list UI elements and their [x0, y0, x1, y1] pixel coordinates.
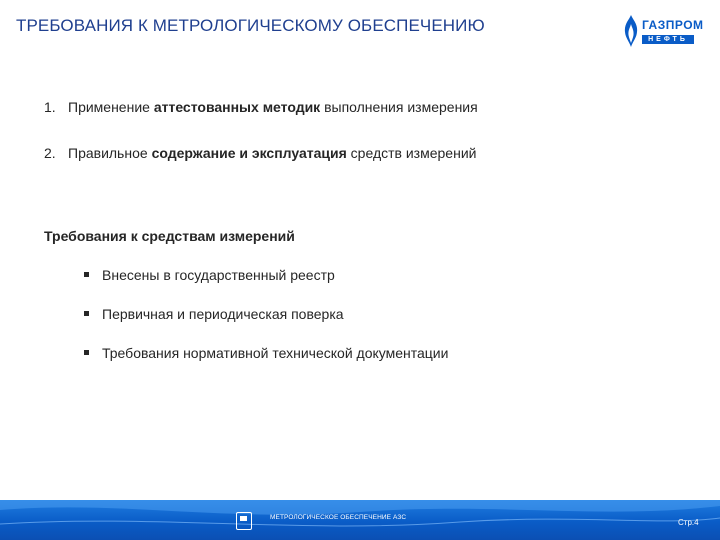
item-number: 1.	[44, 99, 56, 115]
footer-title: МЕТРОЛОГИЧЕСКОЕ ОБЕСПЕЧЕНИЕ АЗС	[270, 514, 407, 521]
requirements-heading: Требования к средствам измерений	[44, 228, 295, 244]
logo-wordmark: ГАЗПРОМ	[642, 18, 704, 32]
item-text: средств измерений	[346, 145, 477, 161]
bullet-icon	[84, 350, 89, 355]
item-text: Первичная и периодическая поверка	[102, 306, 344, 322]
item-number: 2.	[44, 145, 56, 161]
list-item	[84, 266, 448, 284]
bullet-icon	[84, 272, 89, 277]
item-text: выполнения измерения	[320, 99, 478, 115]
list-item	[44, 144, 478, 162]
slide-title: ТРЕБОВАНИЯ К МЕТРОЛОГИЧЕСКОМУ ОБЕСПЕЧЕНИЮ	[16, 16, 485, 35]
item-text: Внесены в государственный реестр	[102, 267, 335, 283]
list-item	[84, 305, 448, 323]
item-text: Правильное	[68, 145, 152, 161]
company-logo	[622, 14, 704, 50]
list-item	[44, 98, 478, 116]
footer-bar	[0, 500, 720, 540]
bullet-icon	[84, 311, 89, 316]
list-item	[84, 344, 448, 362]
item-text: Применение	[68, 99, 154, 115]
logo-subtitle: НЕФТЬ	[642, 35, 694, 44]
item-text-bold: аттестованных методик	[153, 99, 321, 115]
item-text-bold: содержание и эксплуатация	[151, 145, 347, 161]
requirements-list	[84, 266, 448, 362]
flame-icon	[622, 14, 640, 48]
item-text: Требования нормативной технической документации	[102, 345, 449, 361]
fuel-pump-icon	[236, 512, 252, 530]
numbered-list	[44, 98, 478, 162]
page-number: Стр.4	[678, 518, 699, 527]
